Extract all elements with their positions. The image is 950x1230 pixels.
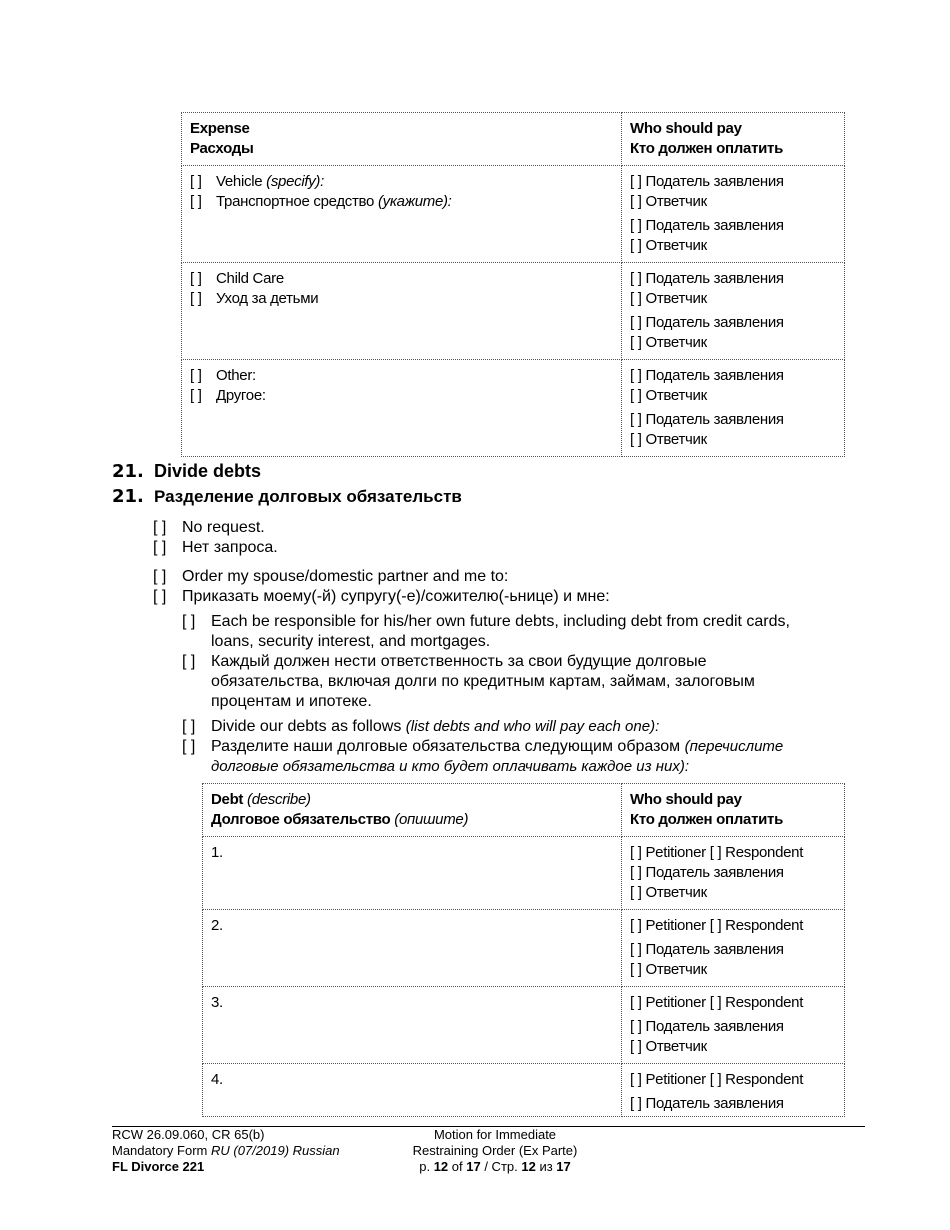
payer-option[interactable]: [ ] Petitioner [ ] Respondent bbox=[630, 917, 804, 934]
payer-option[interactable]: [ ] Податель заявления bbox=[630, 217, 784, 234]
debt-number[interactable]: 1. bbox=[211, 844, 223, 861]
checkbox[interactable]: [ ] bbox=[190, 270, 202, 287]
table-row bbox=[182, 360, 845, 457]
item-label-note: (укажите): bbox=[377, 193, 452, 210]
item-label-note: (specify): bbox=[266, 173, 324, 190]
checkbox[interactable]: [ ] bbox=[153, 568, 167, 585]
checkbox[interactable]: [ ] bbox=[153, 519, 167, 536]
table-row bbox=[203, 910, 845, 987]
checkbox[interactable]: [ ] bbox=[182, 653, 196, 670]
debt-number[interactable]: 3. bbox=[211, 994, 223, 1011]
payer-option[interactable]: [ ] Податель заявления bbox=[630, 367, 784, 384]
header-who-pays-ru: Кто должен оплатить bbox=[630, 140, 784, 157]
section-number: 21. bbox=[112, 461, 144, 482]
header-debt: Debt bbox=[211, 791, 244, 808]
header-who-pays-ru: Кто должен оплатить bbox=[630, 811, 784, 828]
payer-option[interactable]: [ ] Податель заявления bbox=[630, 314, 784, 331]
expense-table bbox=[181, 112, 845, 457]
option-text: No request. bbox=[182, 519, 265, 536]
payer-option[interactable]: [ ] Petitioner [ ] Respondent bbox=[630, 994, 804, 1011]
item-label: Другое: bbox=[216, 387, 266, 404]
header-who-pays: Who should pay bbox=[630, 791, 742, 808]
payer-option[interactable]: [ ] Ответчик bbox=[630, 193, 707, 210]
debt-number[interactable]: 2. bbox=[211, 917, 223, 934]
debt-table-header bbox=[203, 784, 845, 837]
header-expense: Expense bbox=[190, 120, 250, 137]
payer-option[interactable]: [ ] Petitioner [ ] Respondent bbox=[630, 844, 804, 861]
footer-left bbox=[112, 1127, 340, 1175]
item-label: Child Care bbox=[216, 270, 284, 287]
header-debt-ru-note: (опишите) bbox=[390, 811, 469, 828]
checkbox[interactable]: [ ] bbox=[182, 738, 196, 755]
payer-option[interactable]: [ ] Податель заявления bbox=[630, 941, 784, 958]
footer-form-label: Mandatory Form bbox=[112, 1143, 211, 1158]
table-row bbox=[182, 263, 845, 360]
payer-option[interactable]: [ ] Податель заявления bbox=[630, 270, 784, 287]
payer-option[interactable]: [ ] Ответчик bbox=[630, 884, 707, 901]
option-no-request bbox=[153, 518, 853, 558]
expense-table-header bbox=[182, 113, 845, 166]
section-heading bbox=[112, 459, 261, 484]
option-text: Each be responsible for his/her own future debts, including debt from credit cards, loans, security interest, and mortgages. bbox=[211, 613, 790, 650]
payer-option[interactable]: [ ] Ответчик bbox=[630, 431, 707, 448]
checkbox[interactable]: [ ] bbox=[182, 718, 196, 735]
option-text: Приказать моему(-й) супругу(-е)/сожителю(-ьнице) и мне: bbox=[182, 588, 610, 605]
footer-rcw: RCW 26.09.060, CR 65(b) bbox=[112, 1127, 265, 1142]
checkbox[interactable]: [ ] bbox=[190, 290, 202, 307]
debt-number[interactable]: 4. bbox=[211, 1071, 223, 1088]
option-text: Divide our debts as follows bbox=[211, 718, 406, 735]
payer-option[interactable]: [ ] Податель заявления bbox=[630, 1018, 784, 1035]
option-text: Разделите наши долговые обязательства следующим образом bbox=[211, 738, 685, 755]
payer-option[interactable]: [ ] Ответчик bbox=[630, 290, 707, 307]
option-text: Каждый должен нести ответственность за свои будущие долговые обязательства, включая долги по кредитным картам, займам, залоговым процентам и ипотеке. bbox=[211, 653, 755, 710]
payer-option[interactable]: [ ] Податель заявления bbox=[630, 864, 784, 881]
option-each-responsible bbox=[182, 612, 822, 712]
footer-form-id: FL Divorce 221 bbox=[112, 1159, 205, 1174]
debt-table bbox=[202, 783, 845, 1117]
section-title-ru: Разделение долговых обязательств bbox=[154, 487, 462, 506]
checkbox[interactable]: [ ] bbox=[153, 539, 167, 556]
footer-doc-title-2: Restraining Order (Ex Parte) bbox=[412, 1143, 578, 1158]
footer-center bbox=[395, 1127, 595, 1175]
header-debt-note: (describe) bbox=[243, 791, 311, 808]
item-label: Транспортное средство bbox=[216, 193, 378, 210]
option-order bbox=[153, 567, 853, 607]
payer-option[interactable]: [ ] Ответчик bbox=[630, 1038, 707, 1055]
payer-option[interactable]: [ ] Ответчик bbox=[630, 387, 707, 404]
table-row bbox=[203, 1064, 845, 1117]
payer-option[interactable]: [ ] Податель заявления bbox=[630, 1095, 784, 1112]
checkbox[interactable]: [ ] bbox=[182, 613, 196, 630]
payer-option[interactable]: [ ] Ответчик bbox=[630, 334, 707, 351]
header-expense-ru: Расходы bbox=[190, 140, 254, 157]
checkbox[interactable]: [ ] bbox=[190, 173, 202, 190]
option-divide-debts bbox=[182, 717, 822, 777]
option-text: Нет запроса. bbox=[182, 539, 278, 556]
item-label: Уход за детьми bbox=[216, 290, 319, 307]
payer-option[interactable]: [ ] Податель заявления bbox=[630, 411, 784, 428]
footer-page-number: p. 12 of 17 / Стр. 12 из 17 bbox=[419, 1159, 571, 1174]
payer-option[interactable]: [ ] Податель заявления bbox=[630, 173, 784, 190]
header-who-pays: Who should pay bbox=[630, 120, 742, 137]
table-row bbox=[203, 837, 845, 910]
option-note: (перечислите долговые обязательства и кто будет оплачивать каждое из них): bbox=[211, 738, 784, 775]
option-note: (list debts and who will pay each one): bbox=[405, 718, 660, 735]
section-title: Divide debts bbox=[154, 461, 262, 481]
payer-option[interactable]: [ ] Ответчик bbox=[630, 961, 707, 978]
checkbox[interactable]: [ ] bbox=[190, 193, 202, 210]
section-heading-ru bbox=[112, 485, 462, 509]
payer-option[interactable]: [ ] Petitioner [ ] Respondent bbox=[630, 1071, 804, 1088]
option-text: Order my spouse/domestic partner and me to: bbox=[182, 568, 509, 585]
footer-form-version: RU (07/2019) Russian bbox=[210, 1143, 340, 1158]
payer-option[interactable]: [ ] Ответчик bbox=[630, 237, 707, 254]
checkbox[interactable]: [ ] bbox=[153, 588, 167, 605]
section-number: 21. bbox=[112, 486, 144, 507]
table-row bbox=[182, 166, 845, 263]
footer-doc-title: Motion for Immediate bbox=[433, 1127, 557, 1142]
item-label: Vehicle bbox=[216, 173, 267, 190]
table-row bbox=[203, 987, 845, 1064]
header-debt-ru: Долговое обязательство bbox=[211, 811, 391, 828]
item-label: Other: bbox=[216, 367, 256, 384]
checkbox[interactable]: [ ] bbox=[190, 387, 202, 404]
checkbox[interactable]: [ ] bbox=[190, 367, 202, 384]
